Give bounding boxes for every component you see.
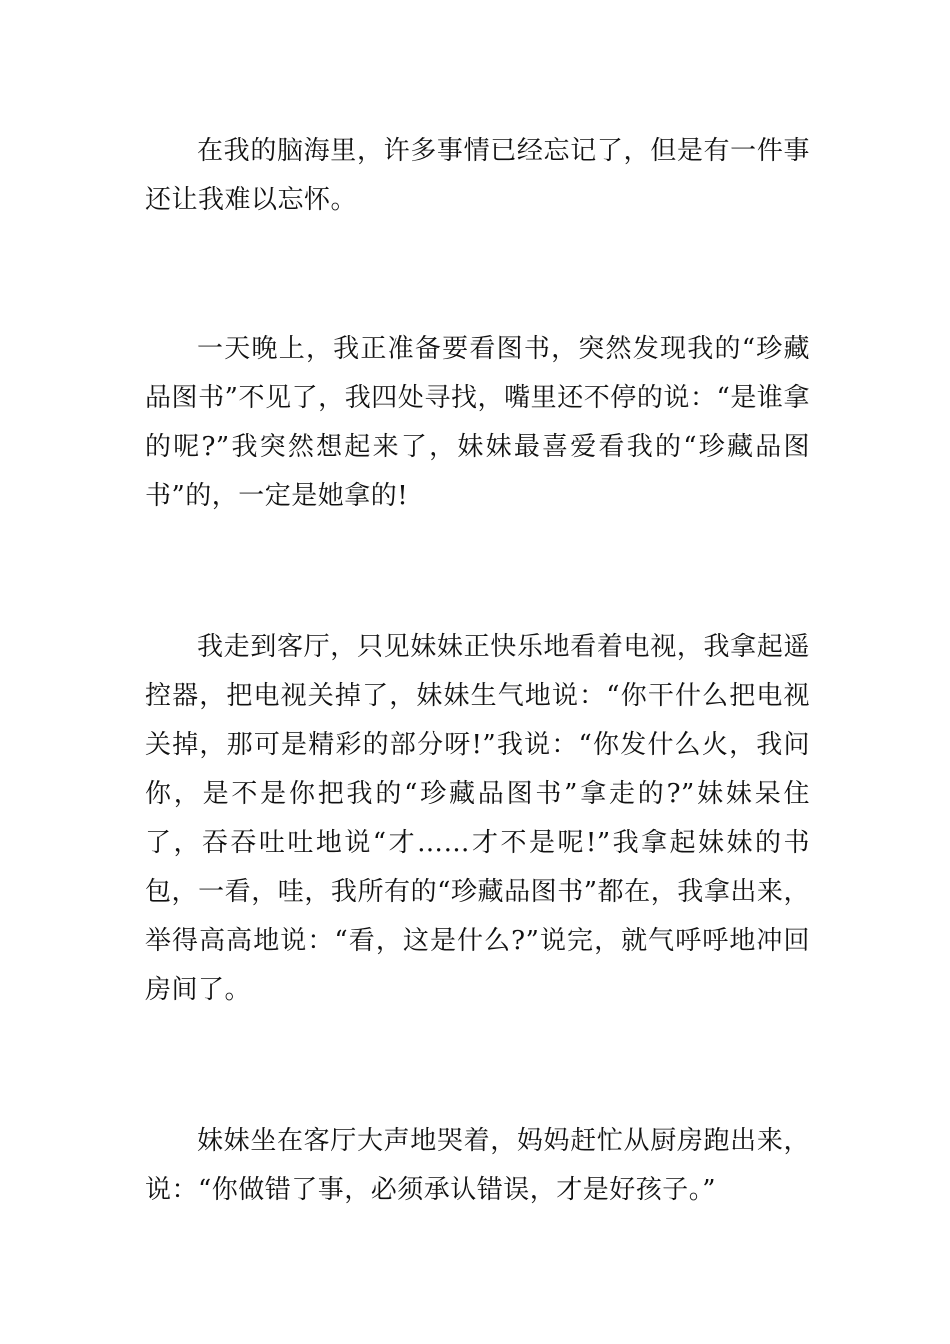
paragraph: 妹妹坐在客厅大声地哭着，妈妈赶忙从厨房跑出来，说：“你做错了事，必须承认错误，才是好孩子。” [145,1126,810,1205]
paragraph: 在我的脑海里，许多事情已经忘记了，但是有一件事还让我难以忘怀。 [145,136,810,215]
paragraph: 我走到客厅，只见妹妹正快乐地看着电视，我拿起遥控器，把电视关掉了，妹妹生气地说：“你干什么把电视关掉，那可是精彩的部分呀!”我说：“你发什么火，我问你，是不是你把我的“珍藏品图书”拿走的?”妹妹呆住了，吞吞吐吐地说“才……才不是呢!”我拿起妹妹的书包，一看，哇，我所有的“珍藏品图书”都在，我拿出来，举得高高地说：“看，这是什么?”说完，就气呼呼地冲回房间了。 [145,632,810,1005]
paragraph: 一天晚上，我正准备要看图书，突然发现我的“珍藏品图书”不见了，我四处寻找，嘴里还不停的说：“是谁拿的呢?”我突然想起来了，妹妹最喜爱看我的“珍藏品图书”的，一定是她拿的! [145,334,810,511]
